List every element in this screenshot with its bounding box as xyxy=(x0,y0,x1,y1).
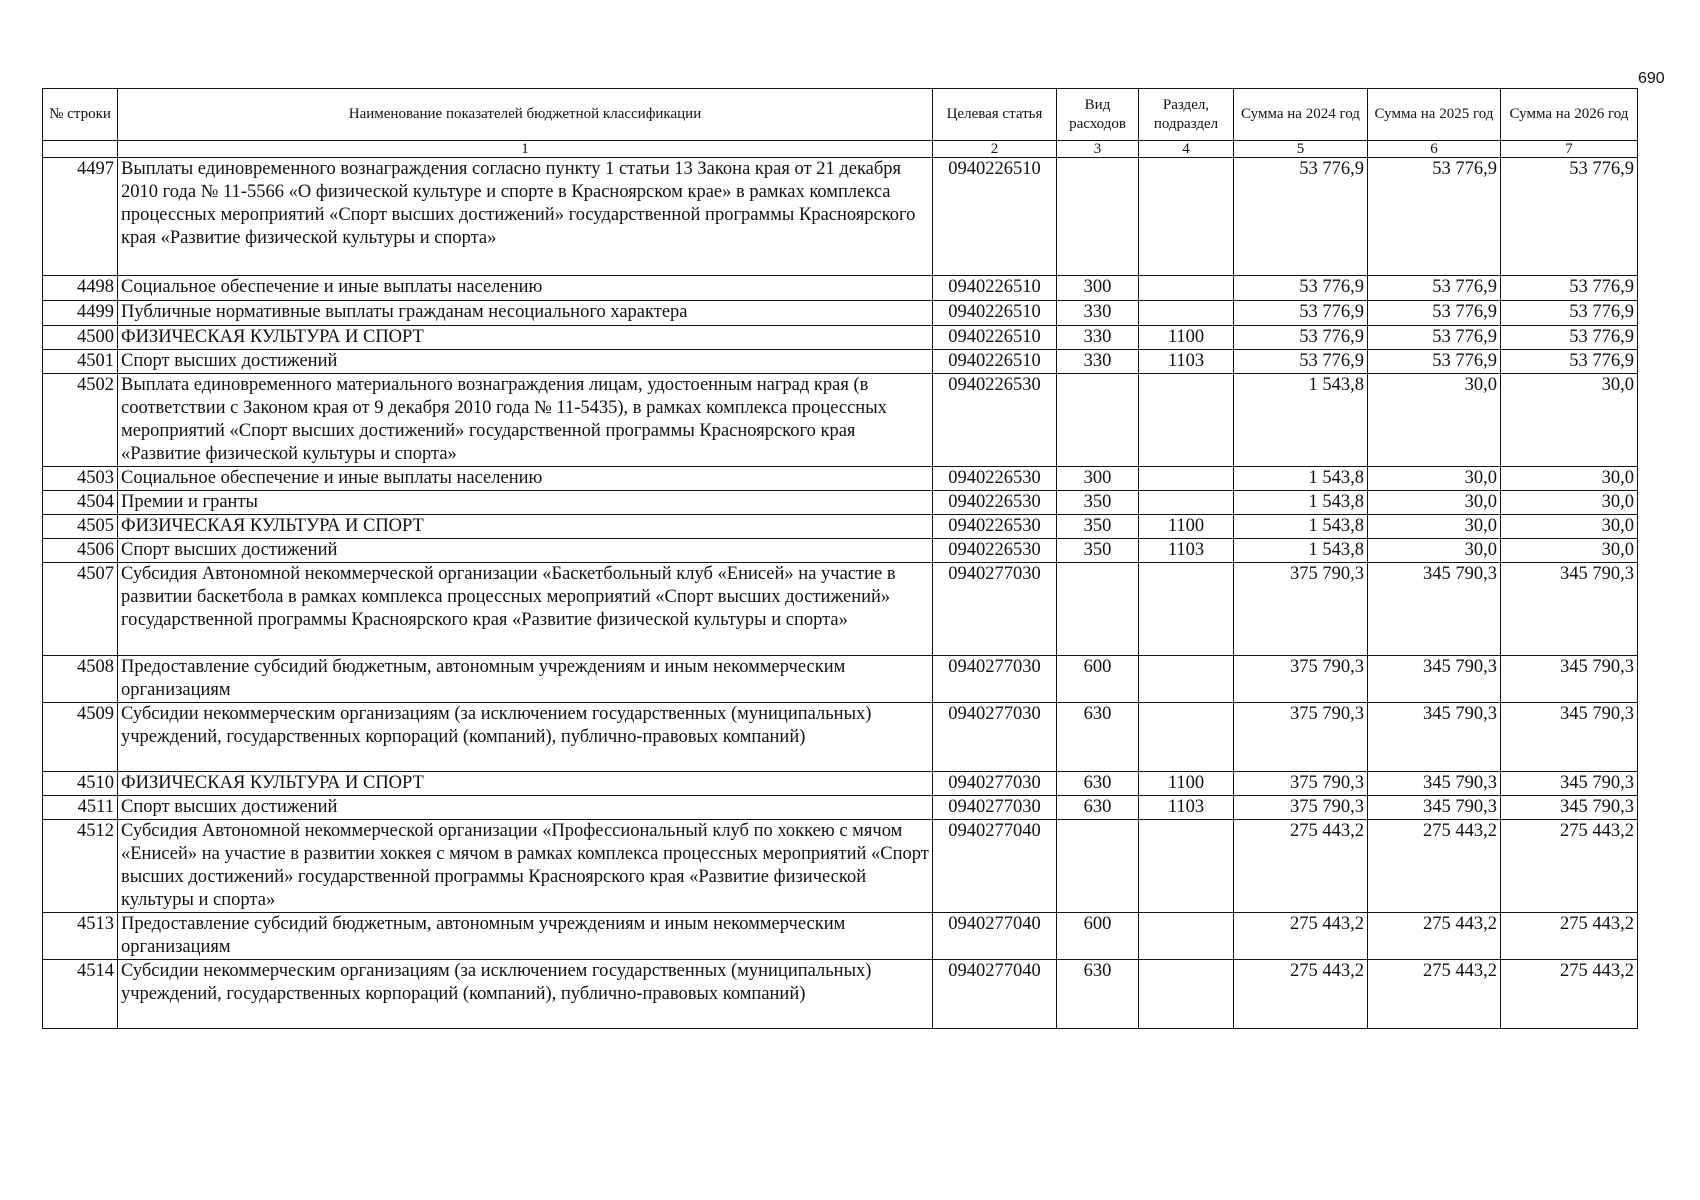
row-expense-kind: 630 xyxy=(1057,772,1139,796)
row-number: 4504 xyxy=(43,491,118,515)
row-sum-2026: 53 776,9 xyxy=(1501,276,1638,301)
row-sum-2026: 345 790,3 xyxy=(1501,656,1638,703)
row-target-code: 0940226530 xyxy=(933,374,1057,467)
row-sum-2026: 30,0 xyxy=(1501,515,1638,539)
header-2025: Сумма на 2025 год xyxy=(1368,89,1501,141)
row-target-code: 0940277030 xyxy=(933,656,1057,703)
row-number: 4507 xyxy=(43,563,118,656)
row-section xyxy=(1139,656,1234,703)
table-row xyxy=(43,301,1638,326)
column-number-blank xyxy=(43,141,118,158)
row-name: Выплаты единовременного вознаграждения согласно пункту 1 статьи 13 Закона края от 21 декабря 2010 года № 11-5566 «О физической культуре и спорте в Красноярском крае» в рамках комплекса процессных мероприятий «Спорт высших достижений» государственной программы Красноярского края «Развитие физической культуры и спорта» xyxy=(118,158,933,276)
row-sum-2024: 1 543,8 xyxy=(1234,491,1368,515)
table-row xyxy=(43,158,1638,276)
row-sum-2024: 275 443,2 xyxy=(1234,913,1368,960)
row-expense-kind: 630 xyxy=(1057,960,1139,1029)
table-row xyxy=(43,539,1638,563)
table-row xyxy=(43,276,1638,301)
row-section xyxy=(1139,563,1234,656)
row-name: Премии и гранты xyxy=(118,491,933,515)
row-name: Социальное обеспечение и иные выплаты населению xyxy=(118,467,933,491)
row-sum-2026: 275 443,2 xyxy=(1501,960,1638,1029)
table-row xyxy=(43,772,1638,796)
row-expense-kind: 630 xyxy=(1057,796,1139,820)
row-expense-kind: 600 xyxy=(1057,656,1139,703)
row-sum-2024: 53 776,9 xyxy=(1234,158,1368,276)
row-number: 4503 xyxy=(43,467,118,491)
column-number: 1 xyxy=(118,141,933,158)
row-expense-kind: 630 xyxy=(1057,703,1139,772)
column-number: 4 xyxy=(1139,141,1234,158)
row-sum-2024: 375 790,3 xyxy=(1234,563,1368,656)
row-expense-kind: 350 xyxy=(1057,539,1139,563)
row-section xyxy=(1139,703,1234,772)
row-sum-2026: 275 443,2 xyxy=(1501,913,1638,960)
row-expense-kind: 330 xyxy=(1057,326,1139,350)
row-target-code: 0940226510 xyxy=(933,276,1057,301)
row-sum-2024: 1 543,8 xyxy=(1234,515,1368,539)
row-sum-2025: 30,0 xyxy=(1368,467,1501,491)
row-sum-2026: 30,0 xyxy=(1501,539,1638,563)
row-sum-2024: 53 776,9 xyxy=(1234,326,1368,350)
row-sum-2025: 275 443,2 xyxy=(1368,960,1501,1029)
row-sum-2024: 53 776,9 xyxy=(1234,276,1368,301)
table-row xyxy=(43,960,1638,1029)
row-target-code: 0940226530 xyxy=(933,515,1057,539)
row-number: 4513 xyxy=(43,913,118,960)
row-name: Субсидии некоммерческим организациям (за исключением государственных (муниципальных) учреждений, государственных корпораций (компаний), публично-правовых компаний) xyxy=(118,960,933,1029)
table-row xyxy=(43,491,1638,515)
row-sum-2026: 345 790,3 xyxy=(1501,703,1638,772)
row-target-code: 0940277040 xyxy=(933,820,1057,913)
row-name: ФИЗИЧЕСКАЯ КУЛЬТУРА И СПОРТ xyxy=(118,326,933,350)
row-number: 4511 xyxy=(43,796,118,820)
row-number: 4501 xyxy=(43,350,118,374)
row-number: 4497 xyxy=(43,158,118,276)
header-2024: Сумма на 2024 год xyxy=(1234,89,1368,141)
row-section xyxy=(1139,301,1234,326)
row-section xyxy=(1139,158,1234,276)
row-target-code: 0940277030 xyxy=(933,703,1057,772)
row-sum-2024: 1 543,8 xyxy=(1234,374,1368,467)
row-sum-2025: 275 443,2 xyxy=(1368,820,1501,913)
row-section xyxy=(1139,820,1234,913)
row-expense-kind xyxy=(1057,374,1139,467)
column-number: 5 xyxy=(1234,141,1368,158)
row-sum-2025: 53 776,9 xyxy=(1368,276,1501,301)
row-section: 1103 xyxy=(1139,350,1234,374)
row-name: Предоставление субсидий бюджетным, автономным учреждениям и иным некоммерческим организациям xyxy=(118,656,933,703)
row-expense-kind: 330 xyxy=(1057,350,1139,374)
row-name: Спорт высших достижений xyxy=(118,796,933,820)
row-sum-2024: 53 776,9 xyxy=(1234,301,1368,326)
row-sum-2025: 275 443,2 xyxy=(1368,913,1501,960)
row-target-code: 0940277030 xyxy=(933,772,1057,796)
budget-table xyxy=(42,88,1638,1029)
table-row xyxy=(43,656,1638,703)
row-name: Субсидия Автономной некоммерческой организации «Профессиональный клуб по хоккею с мячом «Енисей» на участие в развитии хоккея с мячом в рамках комплекса процессных мероприятий «Спорт высших достижений» государственной программы Красноярского края «Развитие физической культуры и спорта» xyxy=(118,820,933,913)
row-number: 4498 xyxy=(43,276,118,301)
table-row xyxy=(43,350,1638,374)
row-target-code: 0940226510 xyxy=(933,301,1057,326)
row-sum-2024: 375 790,3 xyxy=(1234,796,1368,820)
row-sum-2025: 345 790,3 xyxy=(1368,563,1501,656)
header-kind: Вид расходов xyxy=(1057,89,1139,141)
row-sum-2024: 1 543,8 xyxy=(1234,467,1368,491)
column-number: 3 xyxy=(1057,141,1139,158)
row-name: ФИЗИЧЕСКАЯ КУЛЬТУРА И СПОРТ xyxy=(118,515,933,539)
row-section xyxy=(1139,913,1234,960)
table-row xyxy=(43,374,1638,467)
row-name: Выплата единовременного материального вознаграждения лицам, удостоенным наград края (в соответствии с Законом края от 9 декабря 2010 года № 11-5435), в рамках комплекса процессных мероприятий «Спорт высших достижений» государственной программы Красноярского края «Развитие физической культуры и спорта» xyxy=(118,374,933,467)
row-target-code: 0940226510 xyxy=(933,158,1057,276)
column-number: 6 xyxy=(1368,141,1501,158)
row-target-code: 0940226510 xyxy=(933,326,1057,350)
row-expense-kind: 350 xyxy=(1057,491,1139,515)
header-row-no: № строки xyxy=(43,89,118,141)
row-number: 4510 xyxy=(43,772,118,796)
row-sum-2024: 375 790,3 xyxy=(1234,772,1368,796)
table-row xyxy=(43,326,1638,350)
row-target-code: 0940277030 xyxy=(933,563,1057,656)
row-number: 4505 xyxy=(43,515,118,539)
row-target-code: 0940226530 xyxy=(933,491,1057,515)
row-name: Предоставление субсидий бюджетным, автономным учреждениям и иным некоммерческим организациям xyxy=(118,913,933,960)
row-name: Спорт высших достижений xyxy=(118,539,933,563)
row-sum-2025: 345 790,3 xyxy=(1368,656,1501,703)
table-row xyxy=(43,913,1638,960)
row-sum-2026: 345 790,3 xyxy=(1501,563,1638,656)
row-expense-kind xyxy=(1057,820,1139,913)
row-sum-2025: 53 776,9 xyxy=(1368,301,1501,326)
row-name: Социальное обеспечение и иные выплаты населению xyxy=(118,276,933,301)
row-section: 1103 xyxy=(1139,539,1234,563)
row-expense-kind xyxy=(1057,563,1139,656)
row-section xyxy=(1139,467,1234,491)
row-section xyxy=(1139,960,1234,1029)
row-section: 1100 xyxy=(1139,515,1234,539)
row-sum-2025: 53 776,9 xyxy=(1368,158,1501,276)
row-sum-2026: 53 776,9 xyxy=(1501,350,1638,374)
header-name: Наименование показателей бюджетной классификации xyxy=(118,89,933,141)
table-row xyxy=(43,796,1638,820)
row-sum-2025: 30,0 xyxy=(1368,374,1501,467)
row-sum-2026: 345 790,3 xyxy=(1501,772,1638,796)
row-sum-2024: 275 443,2 xyxy=(1234,820,1368,913)
row-sum-2024: 1 543,8 xyxy=(1234,539,1368,563)
row-sum-2024: 375 790,3 xyxy=(1234,703,1368,772)
row-sum-2025: 53 776,9 xyxy=(1368,326,1501,350)
row-number: 4502 xyxy=(43,374,118,467)
header-row xyxy=(43,89,1638,141)
row-expense-kind: 300 xyxy=(1057,276,1139,301)
row-section xyxy=(1139,276,1234,301)
column-number: 2 xyxy=(933,141,1057,158)
row-section: 1100 xyxy=(1139,772,1234,796)
row-name: Спорт высших достижений xyxy=(118,350,933,374)
row-name: Публичные нормативные выплаты гражданам несоциального характера xyxy=(118,301,933,326)
row-sum-2026: 53 776,9 xyxy=(1501,301,1638,326)
header-section: Раздел, подраздел xyxy=(1139,89,1234,141)
row-section xyxy=(1139,491,1234,515)
row-expense-kind: 350 xyxy=(1057,515,1139,539)
row-sum-2024: 275 443,2 xyxy=(1234,960,1368,1029)
row-sum-2025: 345 790,3 xyxy=(1368,796,1501,820)
row-number: 4509 xyxy=(43,703,118,772)
row-sum-2025: 53 776,9 xyxy=(1368,350,1501,374)
row-expense-kind: 600 xyxy=(1057,913,1139,960)
table-row xyxy=(43,515,1638,539)
table-row xyxy=(43,703,1638,772)
row-number: 4499 xyxy=(43,301,118,326)
row-sum-2026: 53 776,9 xyxy=(1501,326,1638,350)
row-target-code: 0940277030 xyxy=(933,796,1057,820)
row-section: 1100 xyxy=(1139,326,1234,350)
table-row xyxy=(43,467,1638,491)
row-name: ФИЗИЧЕСКАЯ КУЛЬТУРА И СПОРТ xyxy=(118,772,933,796)
header-target: Целевая статья xyxy=(933,89,1057,141)
row-target-code: 0940277040 xyxy=(933,913,1057,960)
column-number: 7 xyxy=(1501,141,1638,158)
row-expense-kind xyxy=(1057,158,1139,276)
row-number: 4514 xyxy=(43,960,118,1029)
row-target-code: 0940277040 xyxy=(933,960,1057,1029)
table-row xyxy=(43,563,1638,656)
row-sum-2026: 345 790,3 xyxy=(1501,796,1638,820)
row-sum-2025: 30,0 xyxy=(1368,539,1501,563)
row-sum-2024: 375 790,3 xyxy=(1234,656,1368,703)
row-sum-2026: 275 443,2 xyxy=(1501,820,1638,913)
row-number: 4508 xyxy=(43,656,118,703)
row-target-code: 0940226530 xyxy=(933,467,1057,491)
row-sum-2026: 30,0 xyxy=(1501,491,1638,515)
row-target-code: 0940226530 xyxy=(933,539,1057,563)
header-2026: Сумма на 2026 год xyxy=(1501,89,1638,141)
page-number: 690 xyxy=(1638,70,1665,87)
row-name: Субсидия Автономной некоммерческой организации «Баскетбольный клуб «Енисей» на участие в развитии баскетбола в рамках комплекса процессных мероприятий «Спорт высших достижений» государственной программы Красноярского края «Развитие физической культуры и спорта» xyxy=(118,563,933,656)
row-name: Субсидии некоммерческим организациям (за исключением государственных (муниципальных) учреждений, государственных корпораций (компаний), публично-правовых компаний) xyxy=(118,703,933,772)
row-target-code: 0940226510 xyxy=(933,350,1057,374)
row-section xyxy=(1139,374,1234,467)
row-sum-2024: 53 776,9 xyxy=(1234,350,1368,374)
table-row xyxy=(43,820,1638,913)
row-number: 4500 xyxy=(43,326,118,350)
row-expense-kind: 330 xyxy=(1057,301,1139,326)
row-number: 4512 xyxy=(43,820,118,913)
row-expense-kind: 300 xyxy=(1057,467,1139,491)
column-number-row xyxy=(43,141,1638,158)
row-sum-2025: 30,0 xyxy=(1368,491,1501,515)
row-number: 4506 xyxy=(43,539,118,563)
row-sum-2026: 53 776,9 xyxy=(1501,158,1638,276)
row-sum-2026: 30,0 xyxy=(1501,374,1638,467)
row-sum-2025: 30,0 xyxy=(1368,515,1501,539)
row-sum-2025: 345 790,3 xyxy=(1368,772,1501,796)
row-section: 1103 xyxy=(1139,796,1234,820)
row-sum-2025: 345 790,3 xyxy=(1368,703,1501,772)
row-sum-2026: 30,0 xyxy=(1501,467,1638,491)
